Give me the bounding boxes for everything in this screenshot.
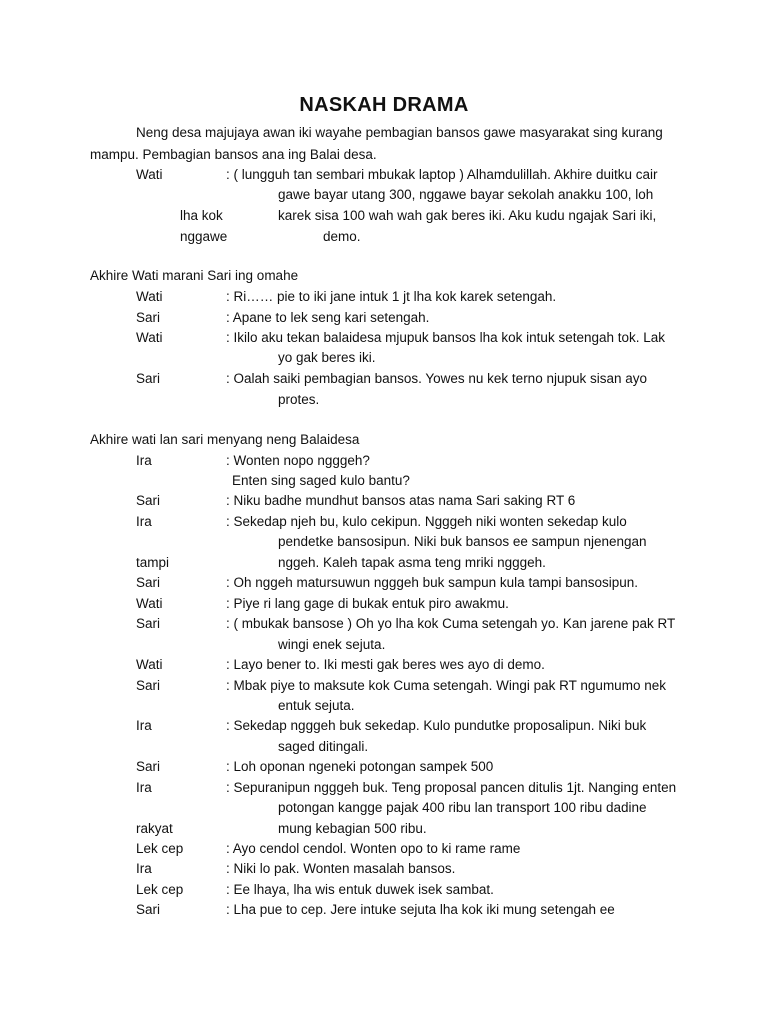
speaker-name: Sari: [136, 493, 161, 508]
dialogue-line: : Layo bener to. Iki mesti gak beres wes ayo di demo.: [226, 657, 545, 672]
speaker-name: Wati: [136, 330, 163, 345]
speaker-name: Sari: [136, 759, 161, 774]
dialogue-line: pendetke bansosipun. Niki buk bansos ee sampun njenengan: [278, 534, 647, 549]
dialogue-line: : Piye ri lang gage di bukak entuk piro awakmu.: [226, 596, 509, 611]
dialogue-fragment: tampi: [136, 555, 170, 570]
speaker-name: Sari: [136, 371, 161, 386]
dialogue-line: karek sisa 100 wah wah gak beres iki. Aku kudu ngajak Sari iki,: [278, 208, 657, 223]
dialogue-line: mung kebagian 500 ribu.: [278, 821, 427, 836]
dialogue-line: : Wonten nopo ngggeh?: [226, 453, 370, 468]
dialogue-line: gawe bayar utang 300, nggawe bayar sekolah anakku 100, loh: [278, 187, 654, 202]
speaker-name: Ira: [136, 453, 152, 468]
speaker-name: Lek cep: [136, 882, 184, 897]
dialogue-line: : Mbak piye to maksute kok Cuma setengah. Wingi pak RT ngumumo nek: [226, 678, 666, 693]
dialogue-line: potongan kangge pajak 400 ribu lan transport 100 ribu dadine: [278, 800, 647, 815]
dialogue-line: yo gak beres iki.: [278, 350, 376, 365]
dialogue-line: : Ri…… pie to iki jane intuk 1 jt lha kok karek setengah.: [226, 289, 557, 304]
dialogue-line: : Apane to lek seng kari setengah.: [226, 310, 430, 325]
dialogue-line: wingi enek sejuta.: [278, 637, 386, 652]
dialogue-line: : Oalah saiki pembagian bansos. Yowes nu kek terno njupuk sisan ayo: [226, 371, 648, 386]
dialogue-line: entuk sejuta.: [278, 698, 355, 713]
dialogue-line: protes.: [278, 392, 320, 407]
speaker-name: Lek cep: [136, 841, 184, 856]
speaker-name: Sari: [136, 678, 161, 693]
intro-line: Neng desa majujaya awan iki wayahe pembagian bansos gawe masyarakat sing kurang: [136, 125, 663, 140]
scene-heading: Akhire wati lan sari menyang neng Balaidesa: [90, 432, 360, 447]
dialogue-line: : Lha pue to cep. Jere intuke sejuta lha kok iki mung setengah ee: [226, 902, 615, 917]
document-title: NASKAH DRAMA: [299, 94, 469, 116]
dialogue-line: : Niki lo pak. Wonten masalah bansos.: [226, 861, 456, 876]
dialogue-line: : Ee lhaya, lha wis entuk duwek isek sambat.: [226, 882, 494, 897]
speaker-name: Wati: [136, 289, 163, 304]
intro-line: mampu. Pembagian bansos ana ing Balai desa.: [90, 147, 377, 162]
speaker-name: Sari: [136, 902, 161, 917]
dialogue-line: demo.: [323, 229, 361, 244]
speaker-name: Ira: [136, 780, 152, 795]
speaker-name: Sari: [136, 616, 161, 631]
dialogue-fragment: lha kok: [180, 208, 223, 223]
dialogue-fragment: rakyat: [136, 821, 173, 836]
dialogue-line: : Loh oponan ngeneki potongan sampek 500: [226, 759, 494, 774]
dialogue-fragment: nggawe: [180, 229, 228, 244]
dialogue-line: : Sekedap njeh bu, kulo cekipun. Ngggeh niki wonten sekedap kulo: [226, 514, 627, 529]
speaker-name: Ira: [136, 718, 152, 733]
speaker-name: Wati: [136, 657, 163, 672]
dialogue-line: : Niku badhe mundhut bansos atas nama Sari saking RT 6: [226, 493, 576, 508]
dialogue-line: Enten sing saged kulo bantu?: [232, 473, 410, 488]
dialogue-line: nggeh. Kaleh tapak asma teng mriki ngggeh.: [278, 555, 546, 570]
speaker-name: Ira: [136, 514, 152, 529]
dialogue-line: saged ditingali.: [278, 739, 369, 754]
scene-heading: Akhire Wati marani Sari ing omahe: [90, 268, 299, 283]
dialogue-line: : Sepuranipun ngggeh buk. Teng proposal pancen ditulis 1jt. Nanging enten: [226, 780, 677, 795]
dialogue-line: : ( lungguh tan sembari mbukak laptop ) Alhamdulillah. Akhire duitku cair: [226, 167, 658, 182]
dialogue-line: : Ikilo aku tekan balaidesa mjupuk bansos lha kok intuk setengah tok. Lak: [226, 330, 666, 345]
dialogue-line: : Oh nggeh matursuwun ngggeh buk sampun kula tampi bansosipun.: [226, 575, 639, 590]
speaker-name: Wati: [136, 167, 163, 182]
speaker-name: Sari: [136, 575, 161, 590]
speaker-name: Sari: [136, 310, 161, 325]
speaker-name: Wati: [136, 596, 163, 611]
dialogue-line: : Ayo cendol cendol. Wonten opo to ki rame rame: [226, 841, 521, 856]
dialogue-line: : ( mbukak bansose ) Oh yo lha kok Cuma setengah yo. Kan jarene pak RT: [226, 616, 676, 631]
speaker-name: Ira: [136, 861, 152, 876]
dialogue-line: : Sekedap ngggeh buk sekedap. Kulo pundutke proposalipun. Niki buk: [226, 718, 647, 733]
